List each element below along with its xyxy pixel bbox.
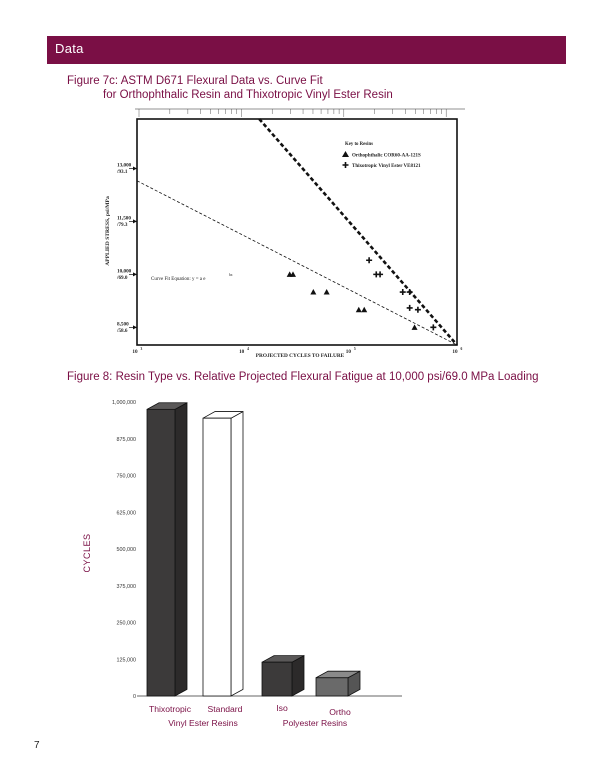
y-tick-label: 750,000 bbox=[116, 473, 136, 480]
bars bbox=[147, 403, 360, 696]
x-tick-exponent: 6 bbox=[460, 347, 463, 351]
orthophthalic-fit-line bbox=[137, 181, 457, 345]
y-axis-tick-labels bbox=[112, 400, 136, 700]
x-tick-label: 10 bbox=[239, 349, 245, 355]
vinyl-ester-point bbox=[400, 289, 406, 295]
y-tick-label: 11,500 bbox=[117, 215, 131, 222]
y-tick-label: 500,000 bbox=[116, 547, 136, 553]
page-number: 7 bbox=[34, 740, 40, 751]
thixotropic-bar bbox=[147, 403, 187, 696]
figure-7c-title-line-1: Figure 7c: ASTM D671 Flexural Data vs. Curve Fit bbox=[67, 75, 323, 87]
category-label: Iso bbox=[276, 703, 288, 713]
group-label: Vinyl Ester Resins bbox=[168, 718, 238, 728]
y-tick-label: 0 bbox=[133, 694, 136, 700]
y-tick-label: 375,000 bbox=[116, 583, 136, 590]
x-axis-label: PROJECTED CYCLES TO FAILURE bbox=[255, 353, 345, 359]
x-tick-label: 10 bbox=[345, 349, 351, 355]
curve-fit-exponent: bx bbox=[229, 273, 233, 277]
y-tick-label: 1,000,000 bbox=[112, 400, 136, 406]
vinyl-ester-point bbox=[377, 271, 383, 277]
group-labels bbox=[168, 718, 347, 728]
ortho-bar bbox=[316, 671, 360, 696]
bar-front-face bbox=[203, 418, 231, 696]
vinyl-ester-point bbox=[366, 257, 372, 263]
bar-front-face bbox=[147, 409, 175, 696]
top-log-scale-ticks bbox=[139, 109, 446, 117]
legend-title: Key to Resins bbox=[345, 142, 373, 147]
y-tick-sublabel: /58.6 bbox=[117, 327, 128, 334]
figure-8-title: Figure 8: Resin Type vs. Relative Projected Flexural Fatigue at 10,000 psi/69.0 MPa Loading bbox=[67, 371, 539, 383]
y-tick-sublabel: /93.1 bbox=[117, 168, 128, 175]
x-tick-exponent: 4 bbox=[247, 347, 249, 351]
iso-bar bbox=[262, 656, 304, 696]
bar-front-face bbox=[262, 662, 292, 696]
x-tick-label: 10 bbox=[452, 349, 458, 355]
curve-fit-annotation bbox=[151, 273, 233, 282]
y-tick-label: 625,000 bbox=[116, 510, 136, 517]
y-tick-label: 8,500 bbox=[117, 321, 129, 328]
orthophthalic-point bbox=[310, 289, 316, 295]
x-tick-label: 10 bbox=[132, 349, 138, 355]
y-tick-label: 13,000 bbox=[117, 162, 132, 169]
standard-bar bbox=[203, 412, 243, 696]
y-axis-label: APPLIED STRESS, psi/MPa bbox=[105, 196, 111, 266]
legend-plus-marker bbox=[343, 162, 349, 168]
y-tick-label: 875,000 bbox=[116, 436, 136, 443]
y-tick-sublabel: /69.0 bbox=[117, 274, 128, 281]
orthophthalic-point bbox=[412, 324, 418, 330]
x-tick-exponent: 3 bbox=[140, 347, 143, 351]
vinyl-ester-point bbox=[407, 305, 413, 311]
group-label: Polyester Resins bbox=[282, 718, 348, 728]
figure-8-bar-chart bbox=[72, 390, 412, 735]
y-tick-label: 250,000 bbox=[116, 620, 136, 627]
y-tick-label: 10,000 bbox=[117, 268, 132, 275]
category-labels bbox=[149, 703, 351, 717]
section-header-bar bbox=[47, 36, 566, 64]
category-label: Ortho bbox=[329, 707, 351, 717]
orthophthalic-point bbox=[361, 307, 367, 313]
y-axis bbox=[116, 162, 137, 333]
y-tick-label: 125,000 bbox=[116, 657, 136, 664]
orthophthalic-point bbox=[356, 307, 362, 313]
bar-front-face bbox=[316, 678, 348, 696]
legend-entry-orthophthalic: Orthophthalic COR60-AA-121S bbox=[352, 153, 421, 159]
data-markers bbox=[287, 257, 437, 330]
legend-triangle-marker bbox=[342, 151, 349, 157]
y-axis-label: CYCLES bbox=[82, 533, 92, 573]
curve-fit-equation: Curve Fit Equation: y = a e bbox=[151, 277, 206, 282]
category-label: Standard bbox=[207, 704, 243, 714]
legend bbox=[342, 142, 421, 169]
vinyl-ester-point bbox=[415, 307, 421, 313]
vinyl-ester-point bbox=[430, 324, 436, 330]
bar-side-face bbox=[175, 403, 187, 696]
y-tick-sublabel: /79.3 bbox=[117, 221, 128, 228]
category-label: Thixotropic bbox=[148, 704, 192, 714]
vinyl-ester-point bbox=[407, 289, 413, 295]
section-header-title: Data bbox=[55, 41, 84, 56]
figure-7c-title-line-2: for Orthophthalic Resin and Thixotropic Vinyl Ester Resin bbox=[103, 89, 393, 101]
figure-7c-scatter-chart bbox=[95, 103, 475, 365]
orthophthalic-point bbox=[324, 289, 330, 295]
legend-entry-vinyl-ester: Thixotropic Vinyl Ester VE8121 bbox=[352, 164, 421, 169]
x-tick-exponent: 5 bbox=[353, 347, 356, 351]
bar-side-face bbox=[231, 412, 243, 696]
